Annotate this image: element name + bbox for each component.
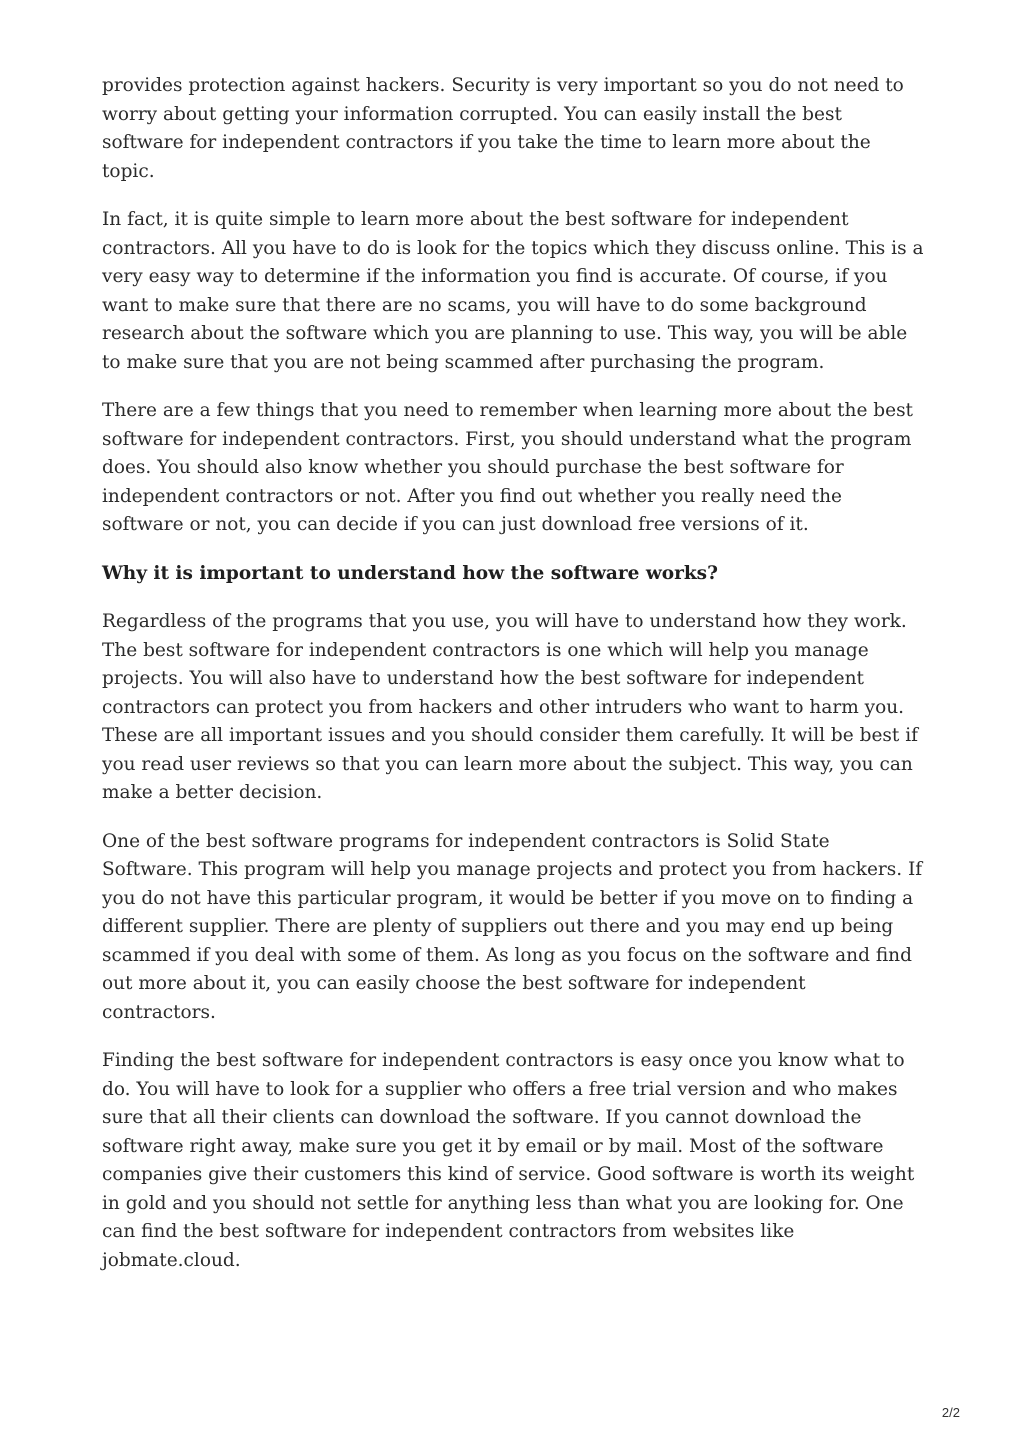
paragraph: provides protection against hackers. Security is very important so you do not need to worry about getting your information corrupted. You can easily install the best software for independent contractors if you take the time to learn more about the topic. <box>102 75 904 182</box>
paragraph: In fact, it is quite simple to learn more about the best software for independent contractors. All you have to do is look for the topics which they discuss online. This is a very easy way to determine if the information you find is accurate. Of course, if you want to make sure that there are no scams, you will have to do some background research about the software which you are planning to use. This way, you will be able to make sure that you are not being scammed after purchasing the program. <box>102 209 924 373</box>
paragraph: One of the best software programs for independent contractors is Solid State Software. This program will help you manage projects and protect you from hackers. If you do not have this particular program, it would be better if you move on to finding a different supplier. There are plenty of suppliers out there and you may end up being scammed if you deal with some of them. As long as you focus on the software and find out more about it, you can easily choose the best software for independent contractors. <box>102 830 923 1023</box>
paragraph: There are a few things that you need to remember when learning more about the best software for independent contractors. First, you should understand what the program does. You should also know whether you should purchase the best software for independent contractors or not. After you find out whether you really need the software or not, you can decide if you can just download free versions of it. <box>102 400 913 535</box>
section-heading: Why it is important to understand how the software works? <box>102 562 718 584</box>
page-number: 2/2 <box>941 1405 960 1420</box>
paragraph: Regardless of the programs that you use, you will have to understand how they work. The best software for independent contractors is one which will help you manage projects. You will also have to understand how the best software for independent contractors can protect you from hackers and other intruders who want to harm you. These are all important issues and you should consider them carefully. It will be best if you read user reviews so that you can learn more about the subject. This way, you can make a better decision. <box>102 611 918 803</box>
article-body <box>102 72 924 1295</box>
paragraph: Finding the best software for independent contractors is easy once you know what to do. You will have to look for a supplier who offers a free trial version and who makes sure that all their clients can download the software. If you cannot download the software right away, make sure you get it by email or by mail. Most of the software companies give their customers this kind of service. Good software is worth its weight in gold and you should not settle for anything less than what you are looking for. One can find the best software for independent contractors from websites like jobmate.cloud. <box>102 1050 915 1271</box>
